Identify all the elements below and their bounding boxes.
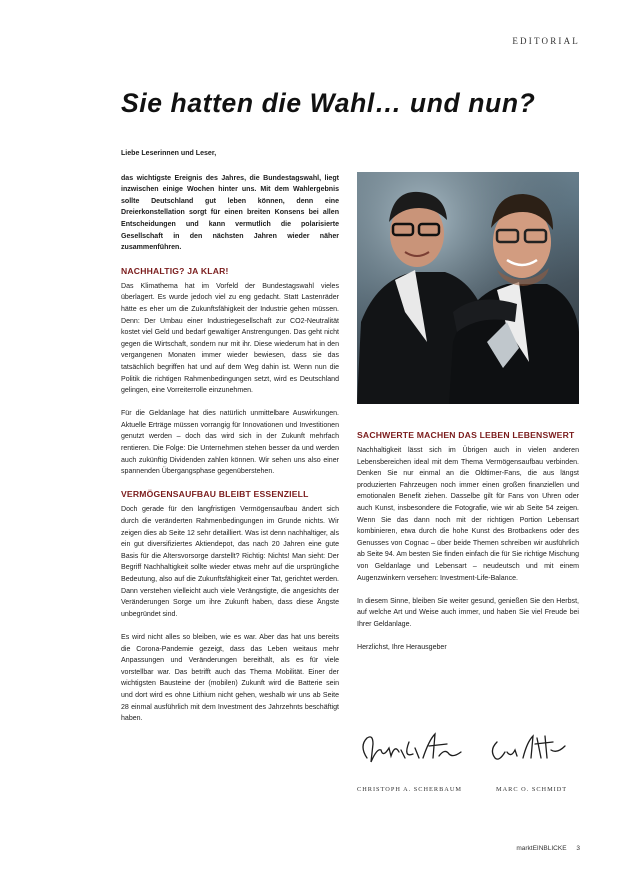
body-paragraph: Es wird nicht alles so bleiben, wie es war. Aber das hat uns bereits die Corona-Pandemie gezeigt, dass das Leben weitaus mehr Anpassungen und Veränderungen bereithält, als es für viele vorstellbar war. Das betrifft auch das Thema Mobilität. Einer der wichtigsten Bausteine der (mobilen) Zukunft wird die Batterie sein und dort wird es ohne Lithium nicht gehen, weshalb wir uns ab Seite 28 einmal ausführlich mit dem Investment des Jahrzehnts beschäftigt haben. [121,633,339,723]
signatures [357,728,579,770]
section-heading-sachwerte: SACHWERTE MACHEN DAS LEBEN LEBENSWERT [357,430,575,440]
magazine-brand: marktEINBLICKE [516,845,567,852]
handwritten-signatures [357,728,579,770]
article-column-right [357,430,579,654]
portrait-illustration [357,172,579,404]
signatory-name: CHRISTOPH A. SCHERBAUM [357,786,462,793]
body-paragraph: In diesem Sinne, bleiben Sie weiter gesund, genießen Sie den Herbst, auf welche Art und Weise auch immer, und haben Sie viel Freude bei Ihrer Geldanlage. [357,597,579,628]
salutation: Liebe Leserinnen und Leser, [121,150,217,157]
publishers-photo [357,172,579,404]
section-heading-nachhaltig: NACHHALTIG? JA KLAR! [121,265,229,276]
page-footer [516,845,580,852]
body-paragraph: Das Klimathema hat im Vorfeld der Bundestagswahl vieles überlagert. Es wurde jedoch viel zu eng gedacht. Statt Lastenräder hätte es eher um die Zukunftsfähigkeit der Industrie gehen müssen. Denn: Der Umbau einer Industriegesellschaft zur CO2-Neutralität kostet viel Geld und bedarf gewaltiger Anstrengungen. Das geht nicht gegen die Wirtschaft, sondern nur mit ihr. Diese wiederum hat in den vergangenen Monaten immer wieder bewiesen, dass sie das tatsächlich begriffen hat und auf dem Weg dahin ist. Wenn nun die Politik die richtigen Rahmenbedingungen setzt, wird es Deutschland gelingen, eine Vorreiterrolle einzunehmen. [121,282,339,395]
closing-line: Herzlichst, Ihre Herausgeber [357,644,447,652]
body-paragraph: Nachhaltigkeit lässt sich im Übrigen auch in vielen anderen Lebensbereichen ideal mit dem Thema Vermögensaufbau verbinden. Denken Sie nur einmal an die Oldtimer-Fans, die aus längst produzierten Fahrzeugen noch immer einen großen finanziellen und emotionalen Benefit ziehen. Dasselbe gilt für Fans von Uhren oder auch Kunst, insbesondere die Fotografie, wie wir ab Seite 54 zeigen. Wenn Sie das dann noch mit der richtigen Portion Lebensart kombinieren, etwa durch die hohe Kunst des Brotbackens oder des Genusses von Cognac – über beide Themen schreiben wir ausführlich ab Seite 94. Am besten Sie finden einfach die für Sie richtige Mischung von Geldanlage und Lebensart – neudeutsch und mit einem Augenzwinkern versehen: Investment-Life-Balance. [357,447,579,582]
body-paragraph: Doch gerade für den langfristigen Vermögensaufbau ändert sich durch die veränderten Rahmenbedingungen im Grunde nichts. Wir zeigen dies ab Seite 12 sehr detailliert. Was ist denn nachhaltiger, als ein gut diversifiziertes Aktiendepot, das nach 20 Jahren eine gute Basis für die Altersvorsorge darstellt? Richtig: Nichts! Man sieht: Der Begriff Nachhaltigkeit sollte wieder etwas mehr auf die ursprüngliche Bedeutung, also auf die Zukunftsfähigkeit einer Tat, gerichtet werden. Dann verstehen vielleicht auch viele Verängstigte, die angesichts der Veränderungen Sorge um ihre Zukunft haben, dass diese Ängste unbegründet sind. [121,506,339,618]
section-label: EDITORIAL [512,36,580,46]
lead-paragraph: das wichtigste Ereignis des Jahres, die Bundestagswahl, liegt inzwischen einige Wochen hinter uns. Mit dem Wahlergebnis sollte Deutschland gut leben können, denn eine Dreierkonstellation sorgt für einen breiten Konsens bei allen Entscheidungen und kann vermutlich die polarisierte Gesellschaft in den nächsten Jahren wieder näher zusammenführen. [121,174,339,252]
section-heading-vermoegensaufbau: VERMÖGENSAUFBAU BLEIBT ESSENZIELL [121,489,309,500]
body-paragraph: Für die Geldanlage hat dies natürlich unmittelbare Auswirkungen. Aktuelle Erträge müssen vorrangig für Innovationen und Investitionen genutzt werden – doch das wird sich in der Zukunft mehrfach rentieren. Die Folge: Die Unternehmen stehen besser da und werden auch zukünftig Dividenden zahlen können. Wir sehen uns also einer spannenden Übergangsphase gegenüberstehen. [121,410,339,476]
page-title: Sie hatten die Wahl… und nun? [121,88,536,118]
article-column-left [121,148,339,725]
signatory-name: MARC O. SCHMIDT [496,786,568,793]
page-number: 3 [576,845,580,852]
